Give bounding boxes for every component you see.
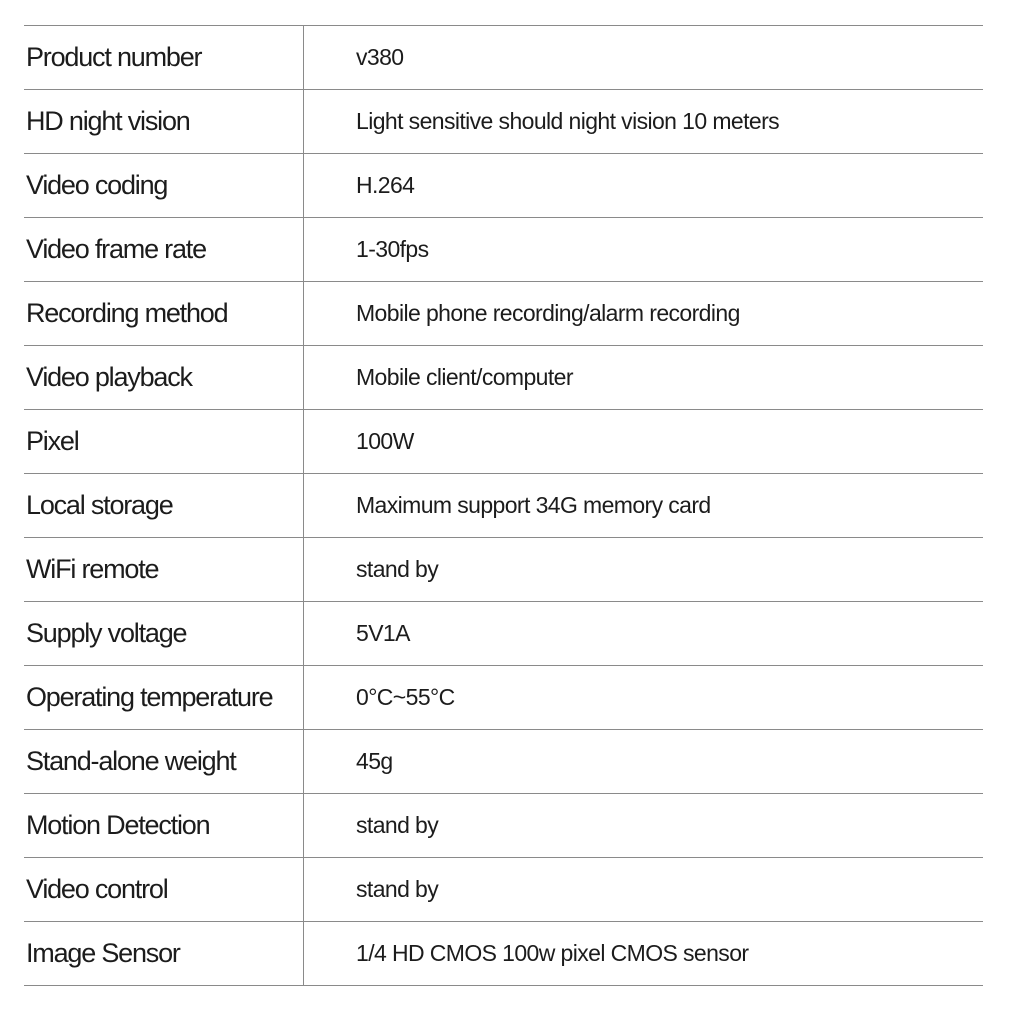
spec-row-supply-voltage <box>24 602 983 666</box>
spec-row-video-control <box>24 858 983 922</box>
spec-value: 45g <box>356 748 393 774</box>
spec-row-operating-temperature <box>24 666 983 730</box>
spec-row-video-frame-rate <box>24 218 983 282</box>
spec-row-hd-night-vision <box>24 90 983 154</box>
spec-row-local-storage <box>24 474 983 538</box>
spec-value: 5V1A <box>356 620 410 646</box>
spec-value: 100W <box>356 428 414 454</box>
spec-value: v380 <box>356 44 404 70</box>
spec-value: 1/4 HD CMOS 100w pixel CMOS sensor <box>356 940 749 966</box>
spec-value: stand by <box>356 876 439 902</box>
spec-value: Light sensitive should night vision 10 meters <box>356 108 780 134</box>
spec-value: Mobile client/computer <box>356 364 573 390</box>
spec-label: Product number <box>24 26 304 90</box>
spec-value: 1-30fps <box>356 236 429 262</box>
spec-row-image-sensor <box>24 922 983 986</box>
spec-label: Operating temperature <box>24 666 304 730</box>
spec-row-product-number <box>24 26 983 90</box>
spec-label: Local storage <box>24 474 304 538</box>
spec-label: Video playback <box>24 346 304 410</box>
spec-label: Motion Detection <box>24 794 304 858</box>
spec-row-wifi-remote <box>24 538 983 602</box>
spec-label: Image Sensor <box>24 922 304 986</box>
spec-label: Pixel <box>24 410 304 474</box>
spec-label: Video frame rate <box>24 218 304 282</box>
spec-value: H.264 <box>356 172 415 198</box>
spec-label: Supply voltage <box>24 602 304 666</box>
spec-value: Mobile phone recording/alarm recording <box>356 300 740 326</box>
spec-value: stand by <box>356 812 439 838</box>
spec-label: WiFi remote <box>24 538 304 602</box>
spec-label: Recording method <box>24 282 304 346</box>
spec-label: Video control <box>24 858 304 922</box>
spec-row-pixel <box>24 410 983 474</box>
spec-label: Stand-alone weight <box>24 730 304 794</box>
spec-label: Video coding <box>24 154 304 218</box>
spec-row-motion-detection <box>24 794 983 858</box>
spec-row-recording-method <box>24 282 983 346</box>
spec-table-body <box>24 26 983 986</box>
spec-row-video-playback <box>24 346 983 410</box>
spec-table <box>24 25 983 986</box>
spec-value: Maximum support 34G memory card <box>356 492 711 518</box>
spec-value: 0°C~55°C <box>356 684 455 710</box>
spec-row-video-coding <box>24 154 983 218</box>
spec-row-stand-alone-weight <box>24 730 983 794</box>
spec-value: stand by <box>356 556 439 582</box>
spec-label: HD night vision <box>24 90 304 154</box>
